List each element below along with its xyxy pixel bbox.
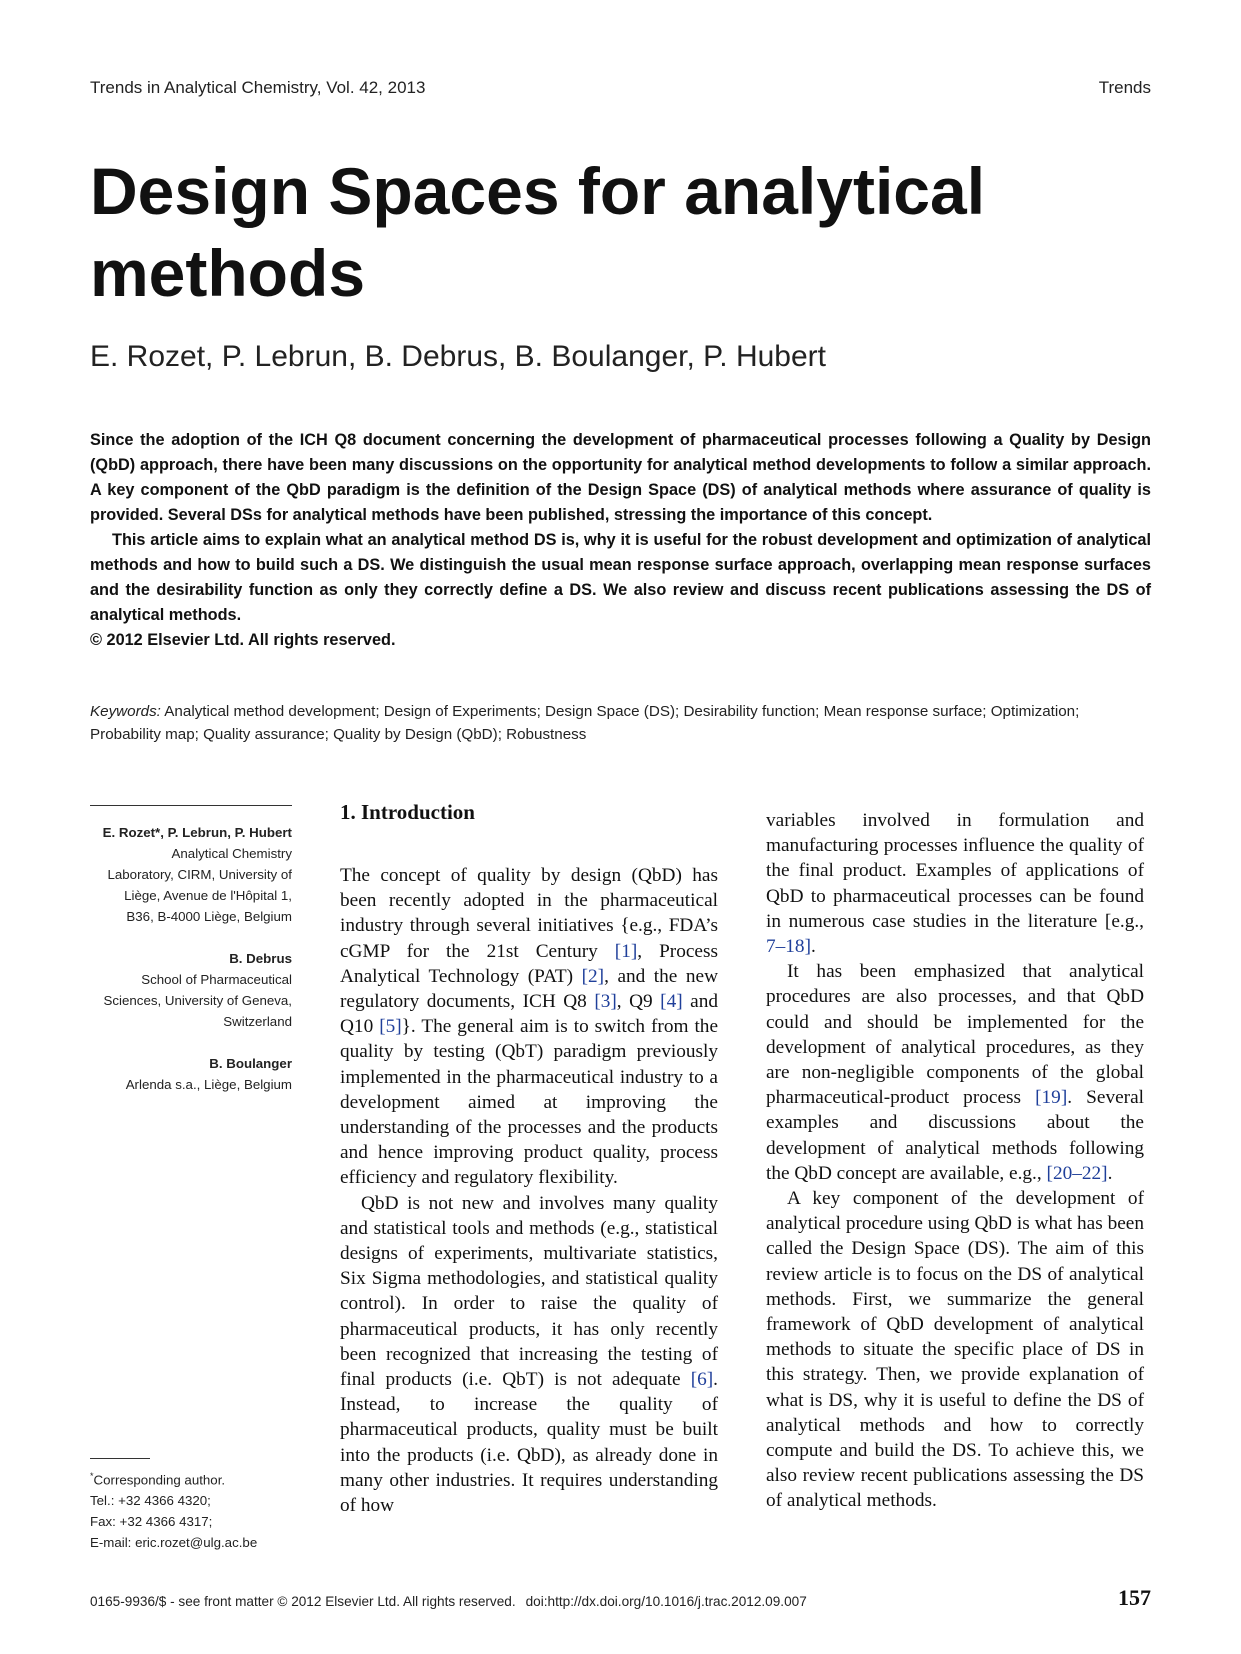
body-paragraph: variables involved in formulation and manufacturing processes influence the quality of the final product. Examples of applications of QbD to pharmaceutical processes can be found in numerous case studies in the literature [e.g., 7–18]. bbox=[766, 810, 1144, 958]
section-heading: 1. Introduction bbox=[340, 800, 475, 824]
corresponding-author bbox=[90, 1466, 310, 1553]
abstract-paragraph: This article aims to explain what an analytical method DS is, why it is useful for the robust development and optimization of analytical methods and how to build such a DS. We distinguish the usual mean response surface approach, overlapping mean response surfaces and the desirability function as only they correctly define a DS. We also review and discuss recent publications assessing the DS of analytical methods. bbox=[90, 531, 1151, 624]
affiliation-block bbox=[90, 948, 292, 1032]
affiliation-line: Analytical Chemistry bbox=[171, 846, 292, 861]
footnote-rule bbox=[90, 1458, 150, 1459]
abstract-paragraph: Since the adoption of the ICH Q8 document concerning the development of pharmaceutical processes following a Quality by Design (QbD) approach, there have been many discussions on the opportunity for analytical method developments to follow a similar approach. A key component of the QbD paradigm is the definition of the Design Space (DS) of analytical methods where assurance of quality is provided. Several DSs for analytical methods have been published, stressing the importance of this concept. bbox=[90, 431, 1151, 524]
body-column-left bbox=[340, 863, 718, 1518]
page-number: 157 bbox=[1118, 1585, 1151, 1610]
body-paragraph: It has been emphasized that analytical procedures are also processes, and that QbD could and should be implemented for the development of analytical procedures, as they are non-negligible components of the global pharmaceutical-product process [19]. Several examples and discussions about the development of analytical methods following the QbD concept are available, e.g., [20–22]. bbox=[766, 961, 1144, 1184]
citation-link[interactable]: [20–22] bbox=[1046, 1162, 1108, 1184]
affiliation-line: Switzerland bbox=[223, 1014, 292, 1029]
keywords-label: Keywords: bbox=[90, 703, 161, 720]
body-paragraph: The concept of quality by design (QbD) has been recently adopted in the pharmaceutical industry through several initiatives {e.g., FDA’s cGMP for the 21st Century [1], Process Analytical Technology (PAT) [2], and the new regulatory documents, ICH Q8 [3], Q9 [4] and Q10 [5]}. The general aim is to switch from the quality by testing (QbT) paradigm previously implemented in the pharmaceutical industry to a development aimed at improving the understanding of the processes and the products and hence improving product quality, process efficiency and regulatory flexibility. bbox=[340, 865, 718, 1189]
affiliation-block bbox=[90, 1053, 292, 1095]
doi-link[interactable]: doi:http://dx.doi.org/10.1016/j.trac.2012.09.007 bbox=[525, 1594, 807, 1609]
affiliation-block bbox=[90, 822, 292, 927]
copyright-line: © 2012 Elsevier Ltd. All rights reserved. bbox=[90, 631, 396, 649]
article-title: Design Spaces for analytical methods bbox=[90, 154, 986, 310]
section-label: Trends bbox=[1098, 78, 1151, 97]
citation-link[interactable]: [4] bbox=[660, 991, 683, 1013]
citation-link[interactable]: [19] bbox=[1035, 1087, 1068, 1109]
citation-link[interactable]: 7–18] bbox=[766, 936, 811, 958]
keywords-text: Analytical method development; Design of Experiments; Design Space (DS); Desirability function; Mean response surface; Optimization; Probability map; Quality assurance; Quality by Design (QbD); Robustness bbox=[90, 703, 1080, 743]
sidebar-rule bbox=[90, 805, 292, 806]
affiliation-names: B. Boulanger bbox=[209, 1056, 292, 1071]
affiliation-line: School of Pharmaceutical bbox=[141, 972, 292, 987]
body-column-right bbox=[766, 808, 1144, 1514]
phone: Tel.: +32 4366 4320; bbox=[90, 1493, 211, 1509]
citation-link[interactable]: [5] bbox=[379, 1016, 402, 1038]
affiliation-line: Liège, Avenue de l'Hôpital 1, bbox=[124, 888, 292, 903]
abstract bbox=[90, 428, 1151, 653]
author-list: E. Rozet, P. Lebrun, B. Debrus, B. Boulanger, P. Hubert bbox=[90, 340, 826, 373]
body-paragraph: QbD is not new and involves many quality and statistical tools and methods (e.g., statistical designs of experiments, multivariate statistics, Six Sigma methodologies, and statistical quality control). In order to raise the quality of pharmaceutical products, it has only recently been recognized that increasing the testing of final products (i.e. QbT) is not adequate [6]. Instead, to increase the quality of pharmaceutical products, quality must be built into the products (i.e. QbD), as already done in many other industries. It requires understanding of how bbox=[340, 1192, 718, 1517]
keywords bbox=[90, 700, 1151, 746]
corresponding-text: Corresponding author. bbox=[93, 1472, 226, 1488]
footnote-mark: * bbox=[90, 1471, 94, 1481]
citation-link[interactable]: [3] bbox=[594, 991, 617, 1013]
fax: Fax: +32 4366 4317; bbox=[90, 1514, 213, 1530]
affiliation-line: Arlenda s.a., Liège, Belgium bbox=[125, 1077, 292, 1092]
citation-link[interactable]: [6] bbox=[690, 1369, 714, 1391]
affiliation-names: E. Rozet*, P. Lebrun, P. Hubert bbox=[102, 825, 292, 840]
email: E-mail: eric.rozet@ulg.ac.be bbox=[90, 1535, 258, 1551]
journal-citation: Trends in Analytical Chemistry, Vol. 42, 2013 bbox=[90, 78, 426, 97]
footer bbox=[90, 1594, 807, 1609]
citation-link[interactable]: [2] bbox=[581, 965, 605, 987]
corresponding-label bbox=[90, 1466, 310, 1490]
affiliation-line: Laboratory, CIRM, University of bbox=[107, 867, 292, 882]
body-paragraph: A key component of the development of analytical procedure using QbD is what has been called the Design Space (DS). The aim of this review article is to focus on the DS of analytical methods. First, we summarize the general framework of QbD development of analytical methods to situate the specific place of DS in this strategy. Then, we provide explanation of what is DS, why it is useful to define the DS of analytical methods and how to correctly compute and build the DS. To achieve this, we also review recent publications assessing the DS of analytical methods. bbox=[766, 1188, 1144, 1512]
citation-link[interactable]: [1] bbox=[614, 940, 638, 962]
front-matter-notice: 0165-9936/$ - see front matter © 2012 Elsevier Ltd. All rights reserved. bbox=[90, 1594, 516, 1609]
affiliation-line: Sciences, University of Geneva, bbox=[103, 993, 292, 1008]
affiliation-names: B. Debrus bbox=[229, 951, 292, 966]
affiliation-line: B36, B-4000 Liège, Belgium bbox=[126, 909, 292, 924]
affiliations bbox=[90, 822, 292, 1116]
